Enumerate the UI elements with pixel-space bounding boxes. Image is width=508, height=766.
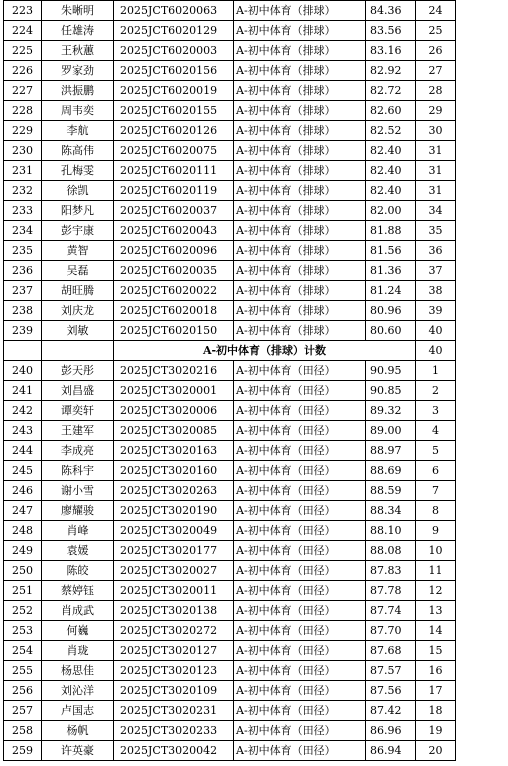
table-row <box>4 501 456 521</box>
exam-id-cell: 2025JCT6020035 <box>114 261 234 281</box>
table-row <box>4 621 456 641</box>
exam-id-cell: 2025JCT3020231 <box>114 701 234 721</box>
row-number-cell: 232 <box>4 181 42 201</box>
table-row <box>4 141 456 161</box>
table-row <box>4 681 456 701</box>
table-row <box>4 281 456 301</box>
rank-cell: 10 <box>416 541 456 561</box>
row-number-cell: 246 <box>4 481 42 501</box>
row-number-cell: 224 <box>4 21 42 41</box>
score-cell: 89.00 <box>366 421 416 441</box>
candidate-name-cell: 李成亮 <box>42 441 114 461</box>
candidate-name-cell: 刘敏 <box>42 321 114 341</box>
subject-cell: A-初中体育（田径） <box>234 441 366 461</box>
exam-id-cell: 2025JCT3020272 <box>114 621 234 641</box>
exam-id-cell: 2025JCT3020011 <box>114 581 234 601</box>
subject-cell: A-初中体育（田径） <box>234 681 366 701</box>
score-cell: 84.36 <box>366 1 416 21</box>
subject-cell: A-初中体育（排球） <box>234 261 366 281</box>
score-cell: 86.94 <box>366 741 416 761</box>
rank-cell: 34 <box>416 201 456 221</box>
exam-id-cell: 2025JCT6020096 <box>114 241 234 261</box>
table-row <box>4 361 456 381</box>
table-row <box>4 81 456 101</box>
exam-id-cell: 2025JCT6020019 <box>114 81 234 101</box>
subject-cell: A-初中体育（排球） <box>234 281 366 301</box>
exam-id-cell: 2025JCT3020216 <box>114 361 234 381</box>
subject-cell: A-初中体育（排球） <box>234 81 366 101</box>
subject-cell: A-初中体育（田径） <box>234 381 366 401</box>
exam-id-cell: 2025JCT3020138 <box>114 601 234 621</box>
subject-cell: A-初中体育（排球） <box>234 301 366 321</box>
exam-id-cell: 2025JCT6020126 <box>114 121 234 141</box>
rank-cell: 13 <box>416 601 456 621</box>
rank-cell: 24 <box>416 1 456 21</box>
subject-cell: A-初中体育（田径） <box>234 521 366 541</box>
candidate-name-cell: 周韦奕 <box>42 101 114 121</box>
table-row <box>4 641 456 661</box>
table-row <box>4 161 456 181</box>
table-row <box>4 741 456 761</box>
candidate-name-cell: 肖成武 <box>42 601 114 621</box>
score-cell: 82.00 <box>366 201 416 221</box>
rank-cell: 27 <box>416 61 456 81</box>
score-cell: 81.36 <box>366 261 416 281</box>
subject-cell: A-初中体育（排球） <box>234 221 366 241</box>
score-cell: 82.72 <box>366 81 416 101</box>
row-number-cell: 254 <box>4 641 42 661</box>
subject-cell: A-初中体育（田径） <box>234 721 366 741</box>
rank-cell: 36 <box>416 241 456 261</box>
exam-id-cell: 2025JCT6020155 <box>114 101 234 121</box>
exam-id-cell: 2025JCT3020163 <box>114 441 234 461</box>
rank-cell: 38 <box>416 281 456 301</box>
exam-id-cell: 2025JCT3020027 <box>114 561 234 581</box>
candidate-name-cell: 朱晰明 <box>42 1 114 21</box>
score-cell: 82.40 <box>366 141 416 161</box>
rank-cell: 26 <box>416 41 456 61</box>
candidate-name-cell: 刘庆龙 <box>42 301 114 321</box>
candidate-name-cell: 吴磊 <box>42 261 114 281</box>
candidate-name-cell: 蔡婷钰 <box>42 581 114 601</box>
rank-cell: 9 <box>416 521 456 541</box>
exam-id-cell: 2025JCT3020160 <box>114 461 234 481</box>
row-number-cell: 231 <box>4 161 42 181</box>
table-row <box>4 401 456 421</box>
candidate-name-cell: 黄智 <box>42 241 114 261</box>
exam-id-cell: 2025JCT6020156 <box>114 61 234 81</box>
score-cell: 88.59 <box>366 481 416 501</box>
score-cell: 80.96 <box>366 301 416 321</box>
exam-id-cell: 2025JCT3020233 <box>114 721 234 741</box>
rank-cell: 28 <box>416 81 456 101</box>
table-row <box>4 581 456 601</box>
exam-id-cell: 2025JCT6020119 <box>114 181 234 201</box>
score-cell: 87.78 <box>366 581 416 601</box>
table-row <box>4 221 456 241</box>
exam-id-cell: 2025JCT6020129 <box>114 21 234 41</box>
subject-cell: A-初中体育（排球） <box>234 181 366 201</box>
score-cell: 80.60 <box>366 321 416 341</box>
candidate-name-cell: 王建军 <box>42 421 114 441</box>
score-cell: 86.96 <box>366 721 416 741</box>
exam-id-cell: 2025JCT3020190 <box>114 501 234 521</box>
candidate-name-cell: 陈科宇 <box>42 461 114 481</box>
table-row <box>4 701 456 721</box>
row-number-cell: 247 <box>4 501 42 521</box>
score-cell: 81.56 <box>366 241 416 261</box>
rank-cell: 5 <box>416 441 456 461</box>
rank-cell: 12 <box>416 581 456 601</box>
table-row <box>4 381 456 401</box>
score-cell: 88.10 <box>366 521 416 541</box>
table-row <box>4 181 456 201</box>
row-number-cell: 239 <box>4 321 42 341</box>
candidate-name-cell: 彭天彤 <box>42 361 114 381</box>
row-number-cell: 233 <box>4 201 42 221</box>
row-number-cell: 229 <box>4 121 42 141</box>
row-number-cell: 255 <box>4 661 42 681</box>
candidate-name-cell: 洪振鹏 <box>42 81 114 101</box>
score-cell: 82.52 <box>366 121 416 141</box>
candidate-name-cell: 胡旺腾 <box>42 281 114 301</box>
row-number-cell: 241 <box>4 381 42 401</box>
group-count-row <box>4 341 456 361</box>
subject-cell: A-初中体育（田径） <box>234 701 366 721</box>
candidate-name-cell: 李航 <box>42 121 114 141</box>
rank-cell: 1 <box>416 361 456 381</box>
rank-cell: 16 <box>416 661 456 681</box>
candidate-name-cell: 刘昌盛 <box>42 381 114 401</box>
row-number-cell: 256 <box>4 681 42 701</box>
candidate-name-cell: 彭宇康 <box>42 221 114 241</box>
rank-cell: 14 <box>416 621 456 641</box>
score-cell: 87.74 <box>366 601 416 621</box>
rank-cell: 8 <box>416 501 456 521</box>
candidate-name-cell: 卢国志 <box>42 701 114 721</box>
row-number-cell: 245 <box>4 461 42 481</box>
exam-id-cell: 2025JCT6020150 <box>114 321 234 341</box>
rank-cell: 2 <box>416 381 456 401</box>
exam-id-cell: 2025JCT3020127 <box>114 641 234 661</box>
table-row <box>4 721 456 741</box>
exam-id-cell: 2025JCT6020111 <box>114 161 234 181</box>
score-cell: 88.97 <box>366 441 416 461</box>
subject-cell: A-初中体育（田径） <box>234 361 366 381</box>
table-row <box>4 441 456 461</box>
row-number-cell: 225 <box>4 41 42 61</box>
table-row <box>4 61 456 81</box>
candidate-name-cell: 许英豪 <box>42 741 114 761</box>
score-cell: 87.56 <box>366 681 416 701</box>
row-number-cell: 259 <box>4 741 42 761</box>
row-number-cell: 251 <box>4 581 42 601</box>
rank-cell: 25 <box>416 21 456 41</box>
exam-id-cell: 2025JCT3020001 <box>114 381 234 401</box>
subject-cell: A-初中体育（排球） <box>234 1 366 21</box>
row-number-cell: 250 <box>4 561 42 581</box>
score-cell: 87.83 <box>366 561 416 581</box>
exam-id-cell: 2025JCT3020006 <box>114 401 234 421</box>
candidate-name-cell: 陈皎 <box>42 561 114 581</box>
score-cell: 90.95 <box>366 361 416 381</box>
score-cell: 82.60 <box>366 101 416 121</box>
table-row <box>4 481 456 501</box>
row-number-cell: 244 <box>4 441 42 461</box>
results-table <box>3 0 456 761</box>
score-cell: 90.85 <box>366 381 416 401</box>
table-row <box>4 101 456 121</box>
rank-cell: 6 <box>416 461 456 481</box>
rank-cell: 30 <box>416 121 456 141</box>
table-row <box>4 541 456 561</box>
row-number-cell: 248 <box>4 521 42 541</box>
exam-id-cell: 2025JCT6020063 <box>114 1 234 21</box>
row-number-cell: 258 <box>4 721 42 741</box>
candidate-name-cell: 罗家劲 <box>42 61 114 81</box>
table-row <box>4 461 456 481</box>
subject-cell: A-初中体育（排球） <box>234 21 366 41</box>
results-table-body <box>4 1 456 761</box>
candidate-name-cell: 任雄涛 <box>42 21 114 41</box>
row-number-cell: 242 <box>4 401 42 421</box>
candidate-name-cell: 谢小雪 <box>42 481 114 501</box>
exam-id-cell: 2025JCT3020177 <box>114 541 234 561</box>
exam-id-cell: 2025JCT3020123 <box>114 661 234 681</box>
score-cell: 81.88 <box>366 221 416 241</box>
candidate-name-cell: 杨帆 <box>42 721 114 741</box>
rank-cell: 40 <box>416 321 456 341</box>
rank-cell: 7 <box>416 481 456 501</box>
exam-id-cell: 2025JCT6020003 <box>114 41 234 61</box>
exam-id-cell: 2025JCT3020109 <box>114 681 234 701</box>
rank-cell: 19 <box>416 721 456 741</box>
subject-cell: A-初中体育（排球） <box>234 41 366 61</box>
subject-cell: A-初中体育（田径） <box>234 421 366 441</box>
table-row <box>4 121 456 141</box>
candidate-name-cell: 徐凯 <box>42 181 114 201</box>
group-count-value: 40 <box>416 341 456 361</box>
table-row <box>4 601 456 621</box>
candidate-name-cell: 王秋蕙 <box>42 41 114 61</box>
table-row <box>4 301 456 321</box>
row-number-cell: 253 <box>4 621 42 641</box>
table-row <box>4 241 456 261</box>
exam-id-cell: 2025JCT6020037 <box>114 201 234 221</box>
subject-cell: A-初中体育（田径） <box>234 741 366 761</box>
exam-id-cell: 2025JCT3020049 <box>114 521 234 541</box>
candidate-name-cell: 陈高伟 <box>42 141 114 161</box>
subject-cell: A-初中体育（田径） <box>234 661 366 681</box>
rank-cell: 20 <box>416 741 456 761</box>
subject-cell: A-初中体育（田径） <box>234 481 366 501</box>
table-row <box>4 201 456 221</box>
table-row <box>4 1 456 21</box>
candidate-name-cell: 孔梅雯 <box>42 161 114 181</box>
row-number-cell: 243 <box>4 421 42 441</box>
candidate-name-cell: 刘沁洋 <box>42 681 114 701</box>
score-cell: 88.34 <box>366 501 416 521</box>
exam-id-cell: 2025JCT6020075 <box>114 141 234 161</box>
score-cell: 83.16 <box>366 41 416 61</box>
score-cell: 87.57 <box>366 661 416 681</box>
row-number-cell: 237 <box>4 281 42 301</box>
score-cell: 87.68 <box>366 641 416 661</box>
subject-cell: A-初中体育（田径） <box>234 621 366 641</box>
table-row <box>4 321 456 341</box>
subject-cell: A-初中体育（排球） <box>234 321 366 341</box>
row-number-cell: 223 <box>4 1 42 21</box>
score-cell: 81.24 <box>366 281 416 301</box>
subject-cell: A-初中体育（排球） <box>234 161 366 181</box>
candidate-name-cell: 肖珑 <box>42 641 114 661</box>
rank-cell: 35 <box>416 221 456 241</box>
summary-blank-cell <box>42 341 114 361</box>
row-number-cell: 238 <box>4 301 42 321</box>
subject-cell: A-初中体育（排球） <box>234 141 366 161</box>
row-number-cell: 234 <box>4 221 42 241</box>
candidate-name-cell: 肖峰 <box>42 521 114 541</box>
row-number-cell: 240 <box>4 361 42 381</box>
row-number-cell: 236 <box>4 261 42 281</box>
subject-cell: A-初中体育（田径） <box>234 541 366 561</box>
rank-cell: 18 <box>416 701 456 721</box>
row-number-cell: 249 <box>4 541 42 561</box>
subject-cell: A-初中体育（排球） <box>234 201 366 221</box>
group-count-label: A-初中体育（排球）计数 <box>114 341 416 361</box>
score-cell: 82.40 <box>366 161 416 181</box>
candidate-name-cell: 袁媛 <box>42 541 114 561</box>
table-row <box>4 661 456 681</box>
rank-cell: 4 <box>416 421 456 441</box>
subject-cell: A-初中体育（田径） <box>234 461 366 481</box>
exam-id-cell: 2025JCT6020043 <box>114 221 234 241</box>
row-number-cell: 257 <box>4 701 42 721</box>
rank-cell: 3 <box>416 401 456 421</box>
subject-cell: A-初中体育（田径） <box>234 601 366 621</box>
table-row <box>4 41 456 61</box>
row-number-cell: 226 <box>4 61 42 81</box>
rank-cell: 11 <box>416 561 456 581</box>
score-cell: 83.56 <box>366 21 416 41</box>
row-number-cell: 235 <box>4 241 42 261</box>
rank-cell: 31 <box>416 181 456 201</box>
subject-cell: A-初中体育（田径） <box>234 641 366 661</box>
table-row <box>4 261 456 281</box>
rank-cell: 29 <box>416 101 456 121</box>
rank-cell: 17 <box>416 681 456 701</box>
exam-id-cell: 2025JCT3020042 <box>114 741 234 761</box>
candidate-name-cell: 廖耀骏 <box>42 501 114 521</box>
rank-cell: 31 <box>416 161 456 181</box>
subject-cell: A-初中体育（排球） <box>234 121 366 141</box>
score-cell: 87.70 <box>366 621 416 641</box>
subject-cell: A-初中体育（田径） <box>234 401 366 421</box>
candidate-name-cell: 谭奕轩 <box>42 401 114 421</box>
exam-id-cell: 2025JCT6020022 <box>114 281 234 301</box>
subject-cell: A-初中体育（排球） <box>234 241 366 261</box>
exam-id-cell: 2025JCT3020085 <box>114 421 234 441</box>
row-number-cell: 252 <box>4 601 42 621</box>
exam-id-cell: 2025JCT3020263 <box>114 481 234 501</box>
subject-cell: A-初中体育（排球） <box>234 61 366 81</box>
score-cell: 88.08 <box>366 541 416 561</box>
rank-cell: 15 <box>416 641 456 661</box>
rank-cell: 39 <box>416 301 456 321</box>
subject-cell: A-初中体育（田径） <box>234 581 366 601</box>
row-number-cell: 228 <box>4 101 42 121</box>
summary-blank-cell <box>4 341 42 361</box>
row-number-cell: 230 <box>4 141 42 161</box>
candidate-name-cell: 杨思佳 <box>42 661 114 681</box>
subject-cell: A-初中体育（田径） <box>234 501 366 521</box>
table-row <box>4 561 456 581</box>
score-cell: 89.32 <box>366 401 416 421</box>
score-cell: 82.92 <box>366 61 416 81</box>
score-cell: 87.42 <box>366 701 416 721</box>
row-number-cell: 227 <box>4 81 42 101</box>
table-row <box>4 521 456 541</box>
score-cell: 88.69 <box>366 461 416 481</box>
subject-cell: A-初中体育（田径） <box>234 561 366 581</box>
exam-id-cell: 2025JCT6020018 <box>114 301 234 321</box>
rank-cell: 31 <box>416 141 456 161</box>
rank-cell: 37 <box>416 261 456 281</box>
candidate-name-cell: 阳梦凡 <box>42 201 114 221</box>
subject-cell: A-初中体育（排球） <box>234 101 366 121</box>
table-row <box>4 421 456 441</box>
candidate-name-cell: 何巍 <box>42 621 114 641</box>
table-row <box>4 21 456 41</box>
score-cell: 82.40 <box>366 181 416 201</box>
